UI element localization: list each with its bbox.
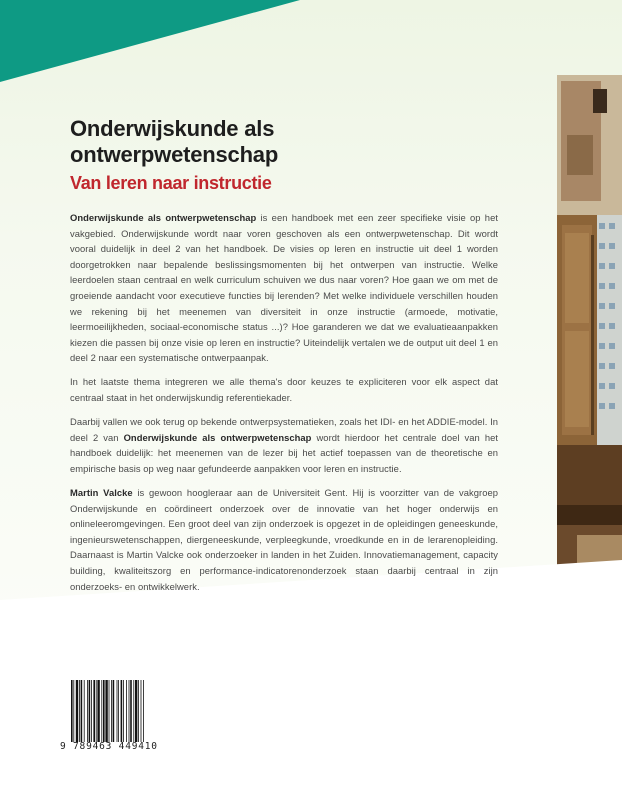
barcode-bar <box>143 680 144 742</box>
barcode-bar <box>71 680 73 742</box>
barcode-bar <box>129 680 130 742</box>
blurb-paragraph-3 <box>70 414 498 476</box>
barcode-bar <box>84 680 85 742</box>
barcode-bar <box>109 680 110 742</box>
barcode-bar <box>79 680 80 742</box>
barcode-bar <box>73 680 74 742</box>
book-title <box>70 116 540 168</box>
barcode-bar <box>138 680 139 742</box>
barcode-bar <box>118 680 119 742</box>
author-name: Martin Valcke <box>70 487 133 498</box>
barcode-bar <box>101 680 102 742</box>
barcode-bar <box>121 680 123 742</box>
blurb-paragraph-1 <box>70 210 498 366</box>
barcode-bar <box>76 680 78 742</box>
book-title-inline: Onderwijskunde als ontwerpwetenschap <box>123 431 312 443</box>
barcode-bar <box>96 680 97 742</box>
title-line-1: Onderwijskunde als <box>70 116 275 141</box>
paragraph-text: wordt hierdoor het centrale doel van het handboek duidelijk: het meenemen van de lezer bij het actief toepassen van de theoretische en empirische basis op weg naar gefundeerde aanpakken voor leren en instructie. <box>70 431 499 474</box>
barcode-bar <box>89 680 91 742</box>
isbn-barcode <box>60 680 165 754</box>
barcode-bar <box>111 680 112 742</box>
barcode-bar <box>117 680 118 742</box>
barcode-bar <box>130 680 132 742</box>
barcode-bar <box>113 680 115 742</box>
blurb <box>70 210 498 603</box>
barcode-bar <box>141 680 142 742</box>
barcode-bar <box>133 680 134 742</box>
barcode-bar <box>135 680 137 742</box>
author-bio <box>70 485 498 594</box>
teal-corner-shape <box>0 0 622 100</box>
barcode-bar <box>87 680 88 742</box>
title-line-2: ontwerpwetenschap <box>70 142 279 167</box>
blurb-paragraph-2: In het laatste thema integreren we alle thema's door keuzes te expliciteren voor elk aspect dat centraal staat in het onderwijskundig referentiekader. <box>70 376 498 404</box>
barcode-bar <box>97 680 99 742</box>
barcode-bar <box>103 680 105 742</box>
barcode-bar <box>126 680 127 742</box>
paragraph-text: is een handboek met een zeer specifieke visie op het vakgebied. Onderwijskunde wordt naar voren geschoven als een ontwerpwetenschap. Dit wordt vooral duidelijk in deel 2 van het handboek. De visies op leren en instructie uit deel 1 worden doorgetrokken naar bepalende beslissingsmomenten bij het ontwerpen van instructie. Welke leerdoelen staan centraal en welk curriculum schuiven we dus naar voren? Hoe gaan we om met de groeiende aandacht voor executieve functies bij lerenden? Met welke individuele verschillen houden we rekening bij het meenemen van diversiteit in onze instructie (armoede, motivatie, leermoeilijkheden, sociaal-economische status ...)? Hoe garanderen we dat we evaluatieaanpakken kiezen die passen bij onze visie op leren en instructie? Uiteindelijk vertalen we de output uit deel 1 en deel 2 naar een systematische ontwerpaanpak. <box>70 212 498 364</box>
author-bio-text: is gewoon hoogleraar aan de Universiteit Gent. Hij is voorzitter van de vakgroep Onderwijskunde en coördineert onderzoek over de innovatie van het hoger onderwijs en onlineleeromgevingen. Een groot deel van zijn onderzoek is opgezet in de opleidingen geneeskunde, ingenieurswetenschappen, diergeneeskunde, verpleegkunde, vroedkunde en in de lerarenopleiding. Daarnaast is Martin Valcke ook onderzoeker in landen in het Zuiden. Innovatiemanagement, capacity building, kwaliteitszorg en performance-indicatorenonderzoek staan daarbij centraal in zijn onderzoeks- en ontwikkelwerk. <box>70 487 498 592</box>
barcode-bar <box>123 680 124 742</box>
barcode-bar <box>91 680 92 742</box>
book-subtitle: Van leren naar instructie <box>70 173 272 193</box>
paragraph-text: Daarbij vallen we ook terug op bekende ontwerpsystematieken, zoals het IDI- en het ADDIE-model. In deel 2 van <box>70 416 498 443</box>
isbn-number: 9 789463 449410 <box>60 741 158 752</box>
book-title-inline: Onderwijskunde als ontwerpwetenschap <box>70 212 257 223</box>
barcode-bars <box>70 680 165 742</box>
barcode-bar <box>93 680 95 742</box>
barcode-bar <box>81 680 83 742</box>
barcode-bar <box>105 680 107 742</box>
